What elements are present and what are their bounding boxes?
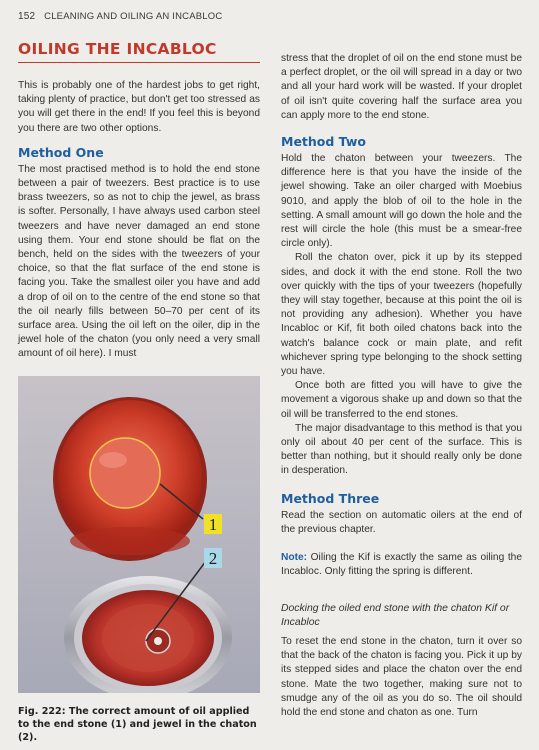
note-paragraph (281, 551, 522, 579)
page-number: 152 (18, 11, 36, 22)
method-three-paragraph: Read the section on automatic oilers at the end of the previous chapter. (281, 509, 522, 535)
label-2: 2 (208, 549, 218, 568)
method-two-paragraph-3: Once both are fitted you will have to give the movement a vigorous shake up and down so that the oil will be transferred to the end stones. (281, 380, 522, 420)
docking-heading: Docking the oiled end stone with the chaton Kif or Incabloc (281, 602, 510, 628)
chatons-illustration (18, 376, 260, 693)
section-title: OILING THE INCABLOC (18, 40, 260, 63)
note-text: Oiling the Kif is exactly the same as oiling the Incabloc. Only fitting the spring is different. (281, 552, 522, 578)
method-two-paragraph-4: The major disadvantage to this method is that you only oil about 40 per cent of the surface. This is better than nothing, but it should really only be done in desperation. (281, 422, 522, 477)
continuation-paragraph: stress that the droplet of oil on the end stone must be a perfect droplet, or the oil will spread in a day or two and all your hard work will be wasted. If your droplet of oil isn't quite covering half the surface area you can apply more to the end stone. (281, 53, 522, 121)
method-three-heading: Method Three (281, 490, 380, 506)
running-header (18, 11, 222, 22)
method-two-paragraph-1: Hold the chaton between your tweezers. The difference here is that you have the inside of the jewel showing. Take an oiler charged with Moebius 9010, and apply the blob of oil to the hole in the setting. A small amount will go down the hole and the rest will circle the hole (this must be a smear-free circle only). (281, 153, 522, 250)
right-column (281, 52, 522, 720)
docking-paragraph: To reset the end stone in the chaton, turn it over so that the back of the chaton is facing you. Pick it up by its stepped sides and place the chaton over the end stone. Mate the two together, making sure not to smudge any of the oil as you do so. The oil should hold the end stone and chaton as one. Turn (281, 635, 522, 718)
label-1: 1 (208, 515, 218, 534)
figure-photo (18, 376, 260, 693)
method-two-heading: Method Two (281, 134, 366, 150)
left-column (18, 79, 260, 362)
running-title: CLEANING AND OILING AN INCABLOC (44, 11, 223, 22)
method-two-paragraph-2: Roll the chaton over, pick it up by its stepped sides, and dock it with the end stone. Roll the two over quickly with the tips of your tweezers (hopefully they will stay together, because at this point the oil is not providing any adhesion). Whether you have Incabloc or Kif, fit both oiled chatons back into the watch's balance cock or main plate, and refit whichever spring type belonging to the shock setting you have. (281, 252, 522, 378)
intro-paragraph: This is probably one of the hardest jobs to get right, taking plenty of practice, but don't get too stressed as you will get there in the end! If you feel this is beyond you there are two other options. (18, 80, 260, 134)
figure-caption: Fig. 222: The correct amount of oil applied to the end stone (1) and jewel in the chaton (2). (18, 706, 257, 743)
method-one-paragraph: The most practised method is to hold the end stone between a pair of tweezers. Best practice is to use brass tweezers, so as not to chip the jewel, as brass is softer. Personally, I have always used carbon steel tweezers and have never damaged an end stone using them. Your end stone should be flat on the bench, held on the sides with the tweezers of your choice, so that the flat surface of the end stone is facing you. Take the smallest oiler you have and add a drop of oil on to the centre of the end stone so that the oil nearly fills between 50–70 per cent of its surface area. Using the oil left on the oiler, dip in the jewel hole of the chaton (you only need a very small amount of oil here). I must (18, 163, 260, 360)
note-label: Note: (281, 552, 308, 564)
method-one-heading: Method One (18, 144, 104, 160)
